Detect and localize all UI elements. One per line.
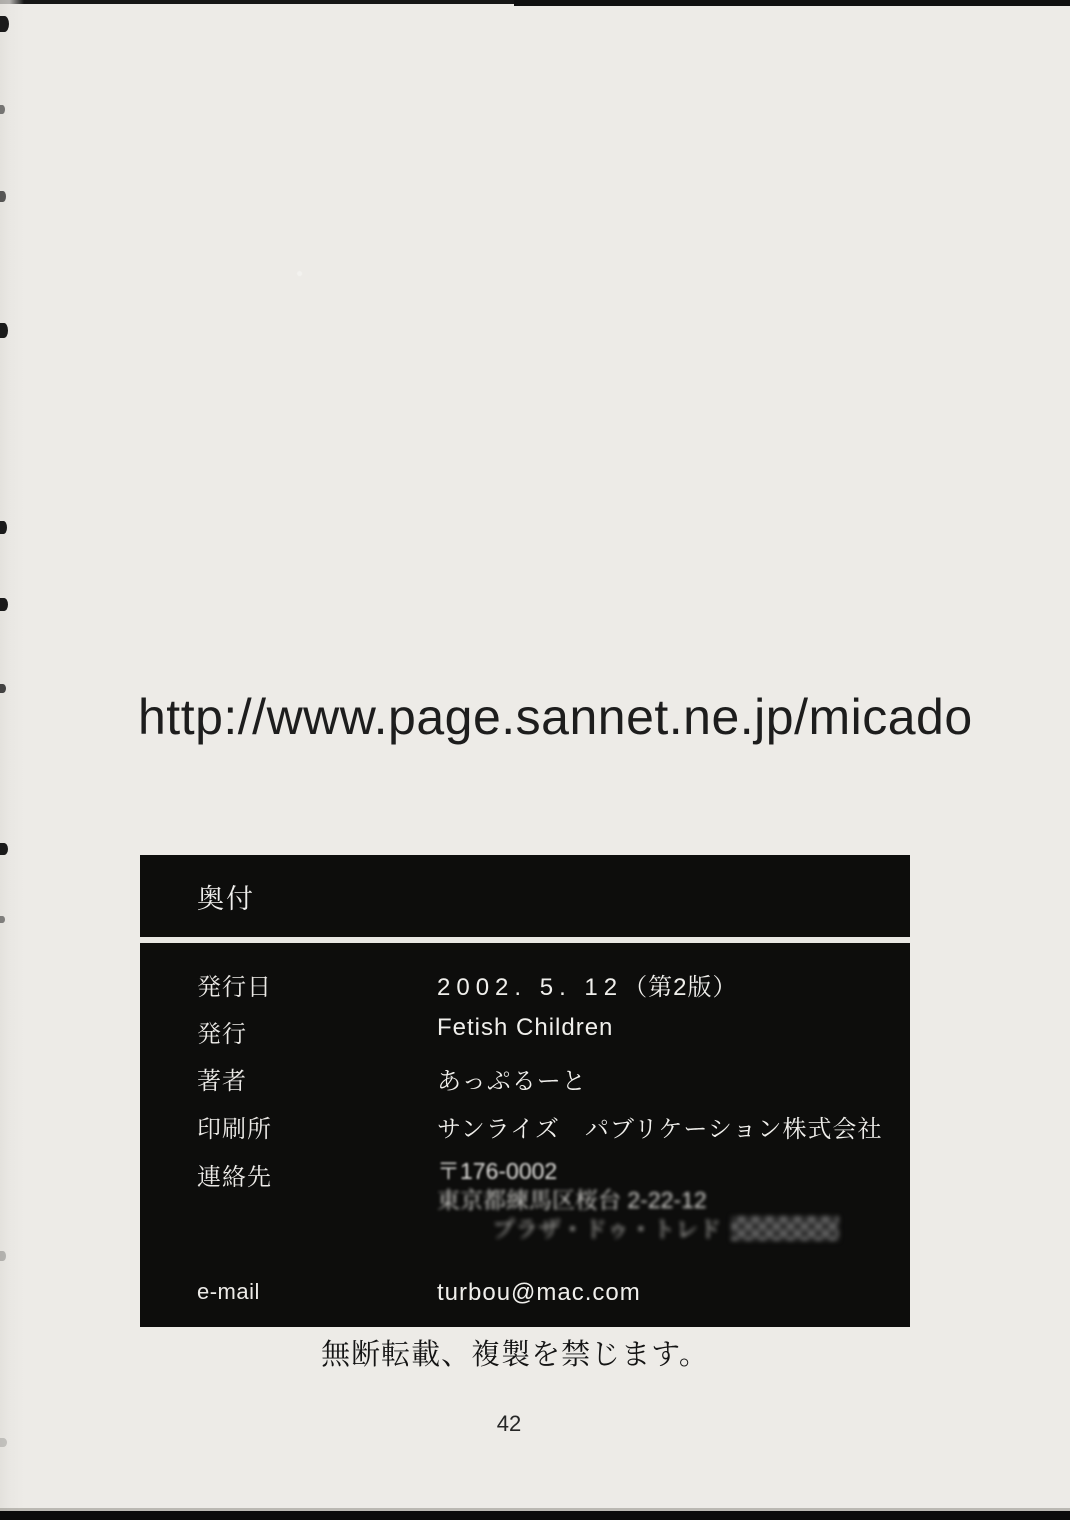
printer-label: 印刷所 [197, 1116, 272, 1143]
scan-artifact [0, 916, 5, 923]
scan-artifact [0, 191, 6, 202]
contact-postal-code: 〒176-0002 [437, 1158, 558, 1184]
email-value: turbou@mac.com [437, 1279, 641, 1306]
publish-date-value [437, 967, 737, 1002]
contact-address-block [437, 1157, 839, 1244]
scan-artifact [0, 521, 7, 534]
scan-artifact [0, 843, 8, 855]
scan-artifact [0, 323, 8, 338]
colophon-body [140, 943, 910, 1327]
page-number: 42 [496, 1411, 522, 1436]
email-label: e-mail [197, 1279, 260, 1304]
author-label: 著者 [197, 1068, 247, 1095]
scan-artifact [0, 684, 6, 693]
censored-mosaic-block [731, 1216, 839, 1241]
scan-artifact [0, 105, 5, 114]
publish-date-edition: （第2版） [623, 974, 738, 1001]
contact-building-line [492, 1215, 839, 1244]
scan-edge-bottom [0, 1511, 1070, 1520]
torn-paper-edge [0, 0, 24, 1520]
printer-value: サンライズ パブリケーション株式会社 [437, 1116, 883, 1143]
contact-label: 連絡先 [197, 1164, 272, 1191]
publish-date-label: 発行日 [197, 974, 272, 1001]
colophon-header [140, 855, 910, 937]
colophon-title: 奥付 [197, 883, 255, 914]
reproduction-notice: 無断転載、複製を禁じます。 [321, 1339, 709, 1371]
scan-artifact [0, 1438, 7, 1447]
scan-artifact [0, 16, 9, 32]
publisher-label: 発行 [197, 1021, 247, 1048]
scan-edge-top-right [514, 0, 1070, 6]
publish-date-digits: 2002. 5. 12 [437, 974, 624, 1001]
contact-address-line: 東京都練馬区桜台 2-22-12 [437, 1187, 707, 1213]
website-url-text: http://www.page.sannet.ne.jp/micado [138, 689, 973, 745]
scan-artifact [0, 598, 8, 611]
colophon-box [140, 855, 910, 1327]
contact-building-text: プラザ・ドゥ・トレド [492, 1216, 722, 1242]
author-value: あっぷるーと [437, 1068, 587, 1095]
publisher-value: Fetish Children [437, 1014, 614, 1041]
scan-artifact [0, 1251, 6, 1261]
